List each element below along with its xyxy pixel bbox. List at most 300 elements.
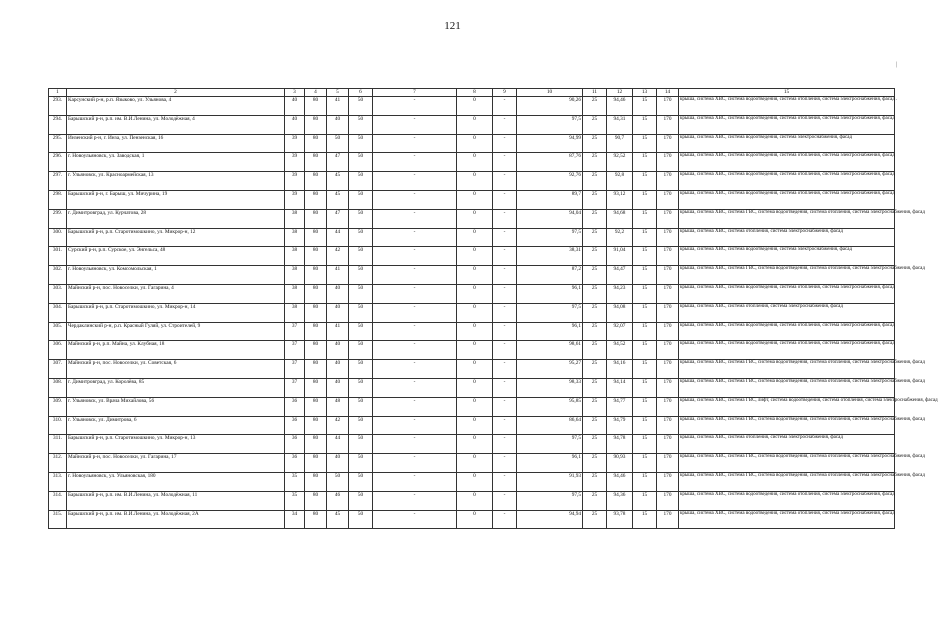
table-row (49, 435, 895, 454)
works-list-cell: крыша, система ХВС, система водоотведения, система электроснабжения, фасад (679, 134, 895, 153)
table-cell: 25 (583, 435, 607, 454)
table-cell: 170 (657, 303, 679, 322)
table-cell: 96,1 (517, 322, 583, 341)
table-cell: 97,5 (517, 303, 583, 322)
table-cell: 170 (657, 397, 679, 416)
table-cell: 298. (49, 190, 67, 209)
table-cell: 80 (305, 416, 327, 435)
works-list-cell: крыша, система ХВС, система водоотведения, система отопления, система электроснабжения, фасад (679, 190, 895, 209)
works-list-cell: крыша, система ХВС, система ГВС, система водоотведения, система отопления, система электроснабжения, фасад (679, 360, 895, 379)
table-cell: 35 (285, 472, 305, 491)
table-cell: 15 (633, 360, 657, 379)
table-cell: 25 (583, 228, 607, 247)
table-cell: - (493, 134, 517, 153)
table-cell: 303. (49, 284, 67, 303)
works-list-cell: крыша, система ХВС, система водоотведения, система отопления, система электроснабжения, фасад (679, 510, 895, 529)
table-cell: 45 (327, 172, 349, 191)
table-cell: 92,52 (607, 153, 633, 172)
table-cell: 40 (285, 97, 305, 116)
table-cell: 170 (657, 435, 679, 454)
address-cell: Инзенский р-н, г. Инза, ул. Пензенская, 16 (67, 134, 285, 153)
table-cell: 93,78 (607, 510, 633, 529)
table-cell: 293. (49, 97, 67, 116)
table-cell: 37 (285, 360, 305, 379)
table-cell: 25 (583, 134, 607, 153)
table-row (49, 378, 895, 397)
table-row (49, 454, 895, 473)
table-cell: 0 (457, 134, 493, 153)
table-cell: 309. (49, 397, 67, 416)
address-cell: Барышский р-н, р.п. им. В.И.Ленина, ул. Молодёжная, 11 (67, 491, 285, 510)
works-list-cell: крыша, система ХВС, система ГВС, система водоотведения, система отопления, система электроснабжения, фасад (679, 454, 895, 473)
column-header-3: 3 (285, 89, 305, 97)
table-cell: 170 (657, 322, 679, 341)
table-cell: 80 (305, 284, 327, 303)
address-cell: Майнский р-н, пос. Новоселки, ул. Гагарина, 4 (67, 284, 285, 303)
table-cell: 40 (327, 341, 349, 360)
table-cell: 15 (633, 303, 657, 322)
table-cell: - (493, 510, 517, 529)
table-cell: 80 (305, 172, 327, 191)
address-cell: Сурский р-н, р.п. Сурское, ул. Энгельса, 48 (67, 247, 285, 266)
table-cell: 0 (457, 322, 493, 341)
table-cell: 40 (327, 360, 349, 379)
column-header-10: 10 (517, 89, 583, 97)
table-cell: 311. (49, 435, 67, 454)
table-cell: - (493, 97, 517, 116)
table-cell: 80 (305, 378, 327, 397)
table-row (49, 247, 895, 266)
table-cell: 97,5 (517, 435, 583, 454)
table-cell: 0 (457, 491, 493, 510)
table-cell: 38 (285, 247, 305, 266)
table-cell: 170 (657, 454, 679, 473)
address-cell: Барышский р-н, р.п. им. В.И.Ленина, ул. Молодёжная, 2А (67, 510, 285, 529)
table-cell: 80 (305, 209, 327, 228)
table-cell: - (373, 435, 457, 454)
margin-mark: . (895, 96, 897, 102)
table-cell: 15 (633, 134, 657, 153)
table-cell: 80 (305, 322, 327, 341)
table-row (49, 303, 895, 322)
works-list-cell: крыша, система ХВС, система водоотведения, система отопления, система электроснабжения, фасад (679, 172, 895, 191)
table-cell: 0 (457, 172, 493, 191)
table-cell: 0 (457, 378, 493, 397)
table-cell: 170 (657, 115, 679, 134)
table-cell: 94,78 (607, 435, 633, 454)
table-cell: 95,27 (517, 360, 583, 379)
table-cell: 97,5 (517, 115, 583, 134)
address-cell: Майнский р-н, пос. Новоселки, ул. Советская, 6 (67, 360, 285, 379)
table-cell: 170 (657, 97, 679, 116)
table-cell: 170 (657, 510, 679, 529)
table-cell: 50 (349, 266, 373, 285)
table-cell: 80 (305, 228, 327, 247)
table-row (49, 134, 895, 153)
table-cell: 15 (633, 153, 657, 172)
table-cell: 0 (457, 435, 493, 454)
table-cell: 50 (349, 360, 373, 379)
address-cell: Чердаклинский р-н, р.п. Красный Гуляй, ул. Строителей, 9 (67, 322, 285, 341)
table-cell: 80 (305, 472, 327, 491)
table-cell: - (493, 228, 517, 247)
table-cell: 0 (457, 360, 493, 379)
table-cell: 0 (457, 416, 493, 435)
table-cell: 97,5 (517, 491, 583, 510)
column-header-7: 7 (373, 89, 457, 97)
table-cell: - (493, 284, 517, 303)
table-cell: 15 (633, 341, 657, 360)
table-cell: - (493, 172, 517, 191)
table-cell: 15 (633, 491, 657, 510)
table-cell: 313. (49, 472, 67, 491)
table-cell: 297. (49, 172, 67, 191)
table-cell: 94,31 (607, 115, 633, 134)
table-cell: 25 (583, 397, 607, 416)
table-cell: 0 (457, 228, 493, 247)
table-cell: - (373, 228, 457, 247)
table-cell: 15 (633, 454, 657, 473)
table-cell: 301. (49, 247, 67, 266)
table-cell: - (493, 341, 517, 360)
table-cell: 34 (285, 510, 305, 529)
table-cell: 15 (633, 472, 657, 491)
column-header-6: 6 (349, 89, 373, 97)
table-cell: 25 (583, 454, 607, 473)
table-header (49, 89, 895, 97)
table-cell: 94,36 (607, 491, 633, 510)
table-cell: 38,31 (517, 247, 583, 266)
address-cell: Майнский р-н, пос. Новоселки, ул. Гагарина, 17 (67, 454, 285, 473)
table-cell: 91,04 (607, 247, 633, 266)
table-cell: 170 (657, 209, 679, 228)
table-cell: 40 (285, 115, 305, 134)
table-cell: 50 (349, 115, 373, 134)
table-cell: 40 (327, 454, 349, 473)
table-cell: 314. (49, 491, 67, 510)
table-cell: 92,07 (607, 322, 633, 341)
table-cell: 92,8 (607, 172, 633, 191)
table-cell: 50 (349, 472, 373, 491)
table-cell: 50 (349, 435, 373, 454)
table-cell: 50 (327, 134, 349, 153)
table-cell: 170 (657, 284, 679, 303)
address-cell: г. Ульяновск, ул. Врача Михайлова, 56 (67, 397, 285, 416)
table-cell: 0 (457, 472, 493, 491)
table-cell: 305. (49, 322, 67, 341)
table-cell: 299. (49, 209, 67, 228)
table-cell: 94,04 (517, 209, 583, 228)
table-cell: - (373, 378, 457, 397)
table-cell: 50 (349, 190, 373, 209)
table-cell: - (373, 266, 457, 285)
table-cell: - (373, 190, 457, 209)
table-cell: 98,61 (517, 341, 583, 360)
table-cell: 36 (285, 397, 305, 416)
table-cell: - (493, 435, 517, 454)
table-cell: 48 (327, 397, 349, 416)
table-cell: 170 (657, 360, 679, 379)
table-cell: 25 (583, 491, 607, 510)
table-cell: 92,76 (517, 172, 583, 191)
table-cell: 90,7 (607, 134, 633, 153)
address-cell: г. Новоульяновск, ул. Комсомольская, 1 (67, 266, 285, 285)
table-cell: 40 (327, 378, 349, 397)
works-list-cell: крыша, система ХВС, система водоотведения, система отопления, система электроснабжения, фасад (679, 97, 895, 116)
table-cell: 50 (349, 378, 373, 397)
table-cell: 50 (349, 454, 373, 473)
table-cell: 25 (583, 266, 607, 285)
table-cell: 37 (285, 341, 305, 360)
column-header-14: 14 (657, 89, 679, 97)
table-cell: 15 (633, 416, 657, 435)
table-cell: 15 (633, 247, 657, 266)
table-cell: 304. (49, 303, 67, 322)
works-list-cell: крыша, система ХВС, система ГВС, система водоотведения, система отопления, система электроснабжения, фасад (679, 378, 895, 397)
table-row (49, 341, 895, 360)
table-cell: 96,1 (517, 454, 583, 473)
works-list-cell: крыша, система ХВС, система водоотведения, система отопления, система электроснабжения, фасад (679, 153, 895, 172)
works-list-cell: крыша, система ХВС, система водоотведения, система отопления, система электроснабжения, фасад (679, 322, 895, 341)
table-cell: 302. (49, 266, 67, 285)
table-row (49, 97, 895, 116)
table-cell: - (373, 341, 457, 360)
table-row (49, 416, 895, 435)
table-cell: 39 (285, 134, 305, 153)
table-cell: 87,2 (517, 266, 583, 285)
table-cell: - (493, 190, 517, 209)
table-cell: 41 (327, 266, 349, 285)
table-cell: - (373, 209, 457, 228)
table-cell: 15 (633, 209, 657, 228)
table-cell: 0 (457, 115, 493, 134)
table-cell: 41 (327, 97, 349, 116)
table-cell: 50 (349, 172, 373, 191)
table-cell: - (373, 115, 457, 134)
table-cell: 47 (327, 153, 349, 172)
table-cell: 42 (327, 416, 349, 435)
column-header-5: 5 (327, 89, 349, 97)
works-list-cell: крыша, система ХВС, система ГВС, система водоотведения, система отопления, система электроснабжения, фасад (679, 266, 895, 285)
table-cell: 86,64 (517, 416, 583, 435)
table-cell: - (493, 247, 517, 266)
table-cell: 15 (633, 97, 657, 116)
works-list-cell: крыша, система ХВС, система водоотведения, система отопления, система электроснабжения, фасад (679, 341, 895, 360)
table-cell: 25 (583, 472, 607, 491)
table-cell: 50 (349, 397, 373, 416)
works-list-cell: крыша, система ХВС, система ГВС, лифт, система водоотведения, система отопления, система электроснабжения, фасад (679, 397, 895, 416)
table-cell: 170 (657, 341, 679, 360)
column-header-4: 4 (305, 89, 327, 97)
works-list-cell: крыша, система ХВС, система ГВС, система водоотведения, система отопления, система электроснабжения, фасад (679, 416, 895, 435)
table-cell: - (373, 134, 457, 153)
table-cell: 90,26 (517, 97, 583, 116)
table-cell: 35 (285, 491, 305, 510)
table-cell: 87,76 (517, 153, 583, 172)
table-cell: 0 (457, 284, 493, 303)
table-cell: 25 (583, 190, 607, 209)
table-cell: 25 (583, 209, 607, 228)
table-cell: 294. (49, 115, 67, 134)
table-cell: 80 (305, 435, 327, 454)
table-cell: 40 (327, 284, 349, 303)
table-cell: 170 (657, 247, 679, 266)
table-cell: 170 (657, 172, 679, 191)
table-cell: - (373, 510, 457, 529)
table-cell: 15 (633, 228, 657, 247)
table-cell: 170 (657, 491, 679, 510)
table-cell: 50 (327, 472, 349, 491)
table-cell: - (493, 454, 517, 473)
table-cell: 0 (457, 190, 493, 209)
table-cell: 15 (633, 266, 657, 285)
table-cell: 94,14 (607, 378, 633, 397)
table-cell: 80 (305, 454, 327, 473)
column-header-15: 15 (679, 89, 895, 97)
table-cell: 94,94 (517, 510, 583, 529)
table-cell: - (493, 378, 517, 397)
table-cell: 38 (285, 228, 305, 247)
table-cell: 25 (583, 303, 607, 322)
table-row (49, 190, 895, 209)
table-cell: 25 (583, 153, 607, 172)
table-cell: - (373, 360, 457, 379)
column-header-2: 2 (67, 89, 285, 97)
table-cell: 89,7 (517, 190, 583, 209)
table-row (49, 209, 895, 228)
table-cell: 94,16 (607, 360, 633, 379)
table-cell: 96,1 (517, 284, 583, 303)
table-cell: 37 (285, 322, 305, 341)
table-cell: 306. (49, 341, 67, 360)
table-row (49, 472, 895, 491)
table-cell: 80 (305, 303, 327, 322)
table-cell: 80 (305, 397, 327, 416)
table-cell: 94,77 (607, 397, 633, 416)
table-cell: 25 (583, 97, 607, 116)
table-cell: 46 (327, 491, 349, 510)
address-cell: г. Димитровград, ул. Курчатова, 28 (67, 209, 285, 228)
works-list-cell: крыша, система ХВС, система отопления, система электроснабжения, фасад (679, 228, 895, 247)
table-cell: 80 (305, 190, 327, 209)
column-header-8: 8 (457, 89, 493, 97)
table-cell: 170 (657, 266, 679, 285)
table-cell: 0 (457, 266, 493, 285)
address-cell: Барышский р-н, р.п. Старотимошкино, ул. Микрор-н, 12 (67, 228, 285, 247)
address-cell: г. Новоульяновск, ул. Заводская, 1 (67, 153, 285, 172)
table-cell: 40 (327, 303, 349, 322)
table-cell: - (373, 97, 457, 116)
table-cell: 36 (285, 416, 305, 435)
table-cell: - (373, 472, 457, 491)
table-cell: 80 (305, 247, 327, 266)
address-cell: г. Ульяновск, ул. Димитрова, 6 (67, 416, 285, 435)
table-cell: 25 (583, 360, 607, 379)
table-cell: 94,79 (607, 416, 633, 435)
table-cell: - (493, 322, 517, 341)
table-cell: 40 (327, 115, 349, 134)
table-cell: - (493, 115, 517, 134)
table-cell: 97,5 (517, 228, 583, 247)
capital-repair-register-table (48, 88, 938, 529)
address-cell: Карсунский р-н, р.п. Языково, ул. Ульянова, 4 (67, 97, 285, 116)
margin-mark: | (895, 62, 897, 68)
table-cell: 310. (49, 416, 67, 435)
table-cell: 94,46 (607, 472, 633, 491)
table-row (49, 397, 895, 416)
table-cell: 50 (349, 284, 373, 303)
address-cell: Барышский р-н, г. Барыш, ул. Мичурина, 19 (67, 190, 285, 209)
table-cell: 15 (633, 378, 657, 397)
table-cell: 94,99 (517, 134, 583, 153)
column-header-1: 1 (49, 89, 67, 97)
table-cell: 170 (657, 153, 679, 172)
table-cell: 0 (457, 341, 493, 360)
table-cell: 42 (327, 247, 349, 266)
table-cell: 45 (327, 190, 349, 209)
table-row (49, 360, 895, 379)
table-cell: 170 (657, 190, 679, 209)
table-cell: 80 (305, 341, 327, 360)
table-cell: - (373, 416, 457, 435)
table-cell: - (373, 172, 457, 191)
table-cell: 0 (457, 97, 493, 116)
table-cell: 80 (305, 97, 327, 116)
column-header-9: 9 (493, 89, 517, 97)
table-cell: - (373, 153, 457, 172)
table-cell: 47 (327, 209, 349, 228)
table-cell: 25 (583, 341, 607, 360)
column-header-11: 11 (583, 89, 607, 97)
table-cell: 25 (583, 378, 607, 397)
table-cell: 44 (327, 435, 349, 454)
table-cell: 93,12 (607, 190, 633, 209)
table-cell: 36 (285, 435, 305, 454)
table-cell: 94,23 (607, 284, 633, 303)
table-cell: - (493, 266, 517, 285)
table-cell: - (493, 360, 517, 379)
address-cell: г. Ульяновск, ул. Красноармейская, 13 (67, 172, 285, 191)
table-cell: - (493, 303, 517, 322)
table-row (49, 322, 895, 341)
table-cell: - (493, 397, 517, 416)
works-list-cell: крыша, система ХВС, система водоотведения, система отопления, система электроснабжения, фасад (679, 284, 895, 303)
address-cell: Барышский р-н, р.п. Старотимошкино, ул. Микрор-н, 13 (67, 435, 285, 454)
address-cell: г. Димитровград, ул. Королёва, 85 (67, 378, 285, 397)
table-cell: 315. (49, 510, 67, 529)
address-cell: г. Новоульяновск, ул. Ульяновская, 180 (67, 472, 285, 491)
table-cell: 80 (305, 153, 327, 172)
table-cell: 295. (49, 134, 67, 153)
table-cell: 37 (285, 378, 305, 397)
table-cell: 80 (305, 510, 327, 529)
table-cell: 94,47 (607, 266, 633, 285)
table-cell: 25 (583, 322, 607, 341)
table-cell: 39 (285, 172, 305, 191)
table-cell: 25 (583, 416, 607, 435)
table-cell: 94,08 (607, 303, 633, 322)
table-cell: 0 (457, 454, 493, 473)
works-list-cell: крыша, система ХВС, система ГВС, система водоотведения, система отопления, система электроснабжения, фасад (679, 472, 895, 491)
table-cell: 0 (457, 209, 493, 228)
works-list-cell: крыша, система ХВС, система водоотведения, система отопления, система электроснабжения, фасад (679, 115, 895, 134)
table-cell: 307. (49, 360, 67, 379)
table-row (49, 228, 895, 247)
table-cell: 80 (305, 134, 327, 153)
table-cell: 300. (49, 228, 67, 247)
table-cell: 0 (457, 153, 493, 172)
table-cell: 50 (349, 303, 373, 322)
